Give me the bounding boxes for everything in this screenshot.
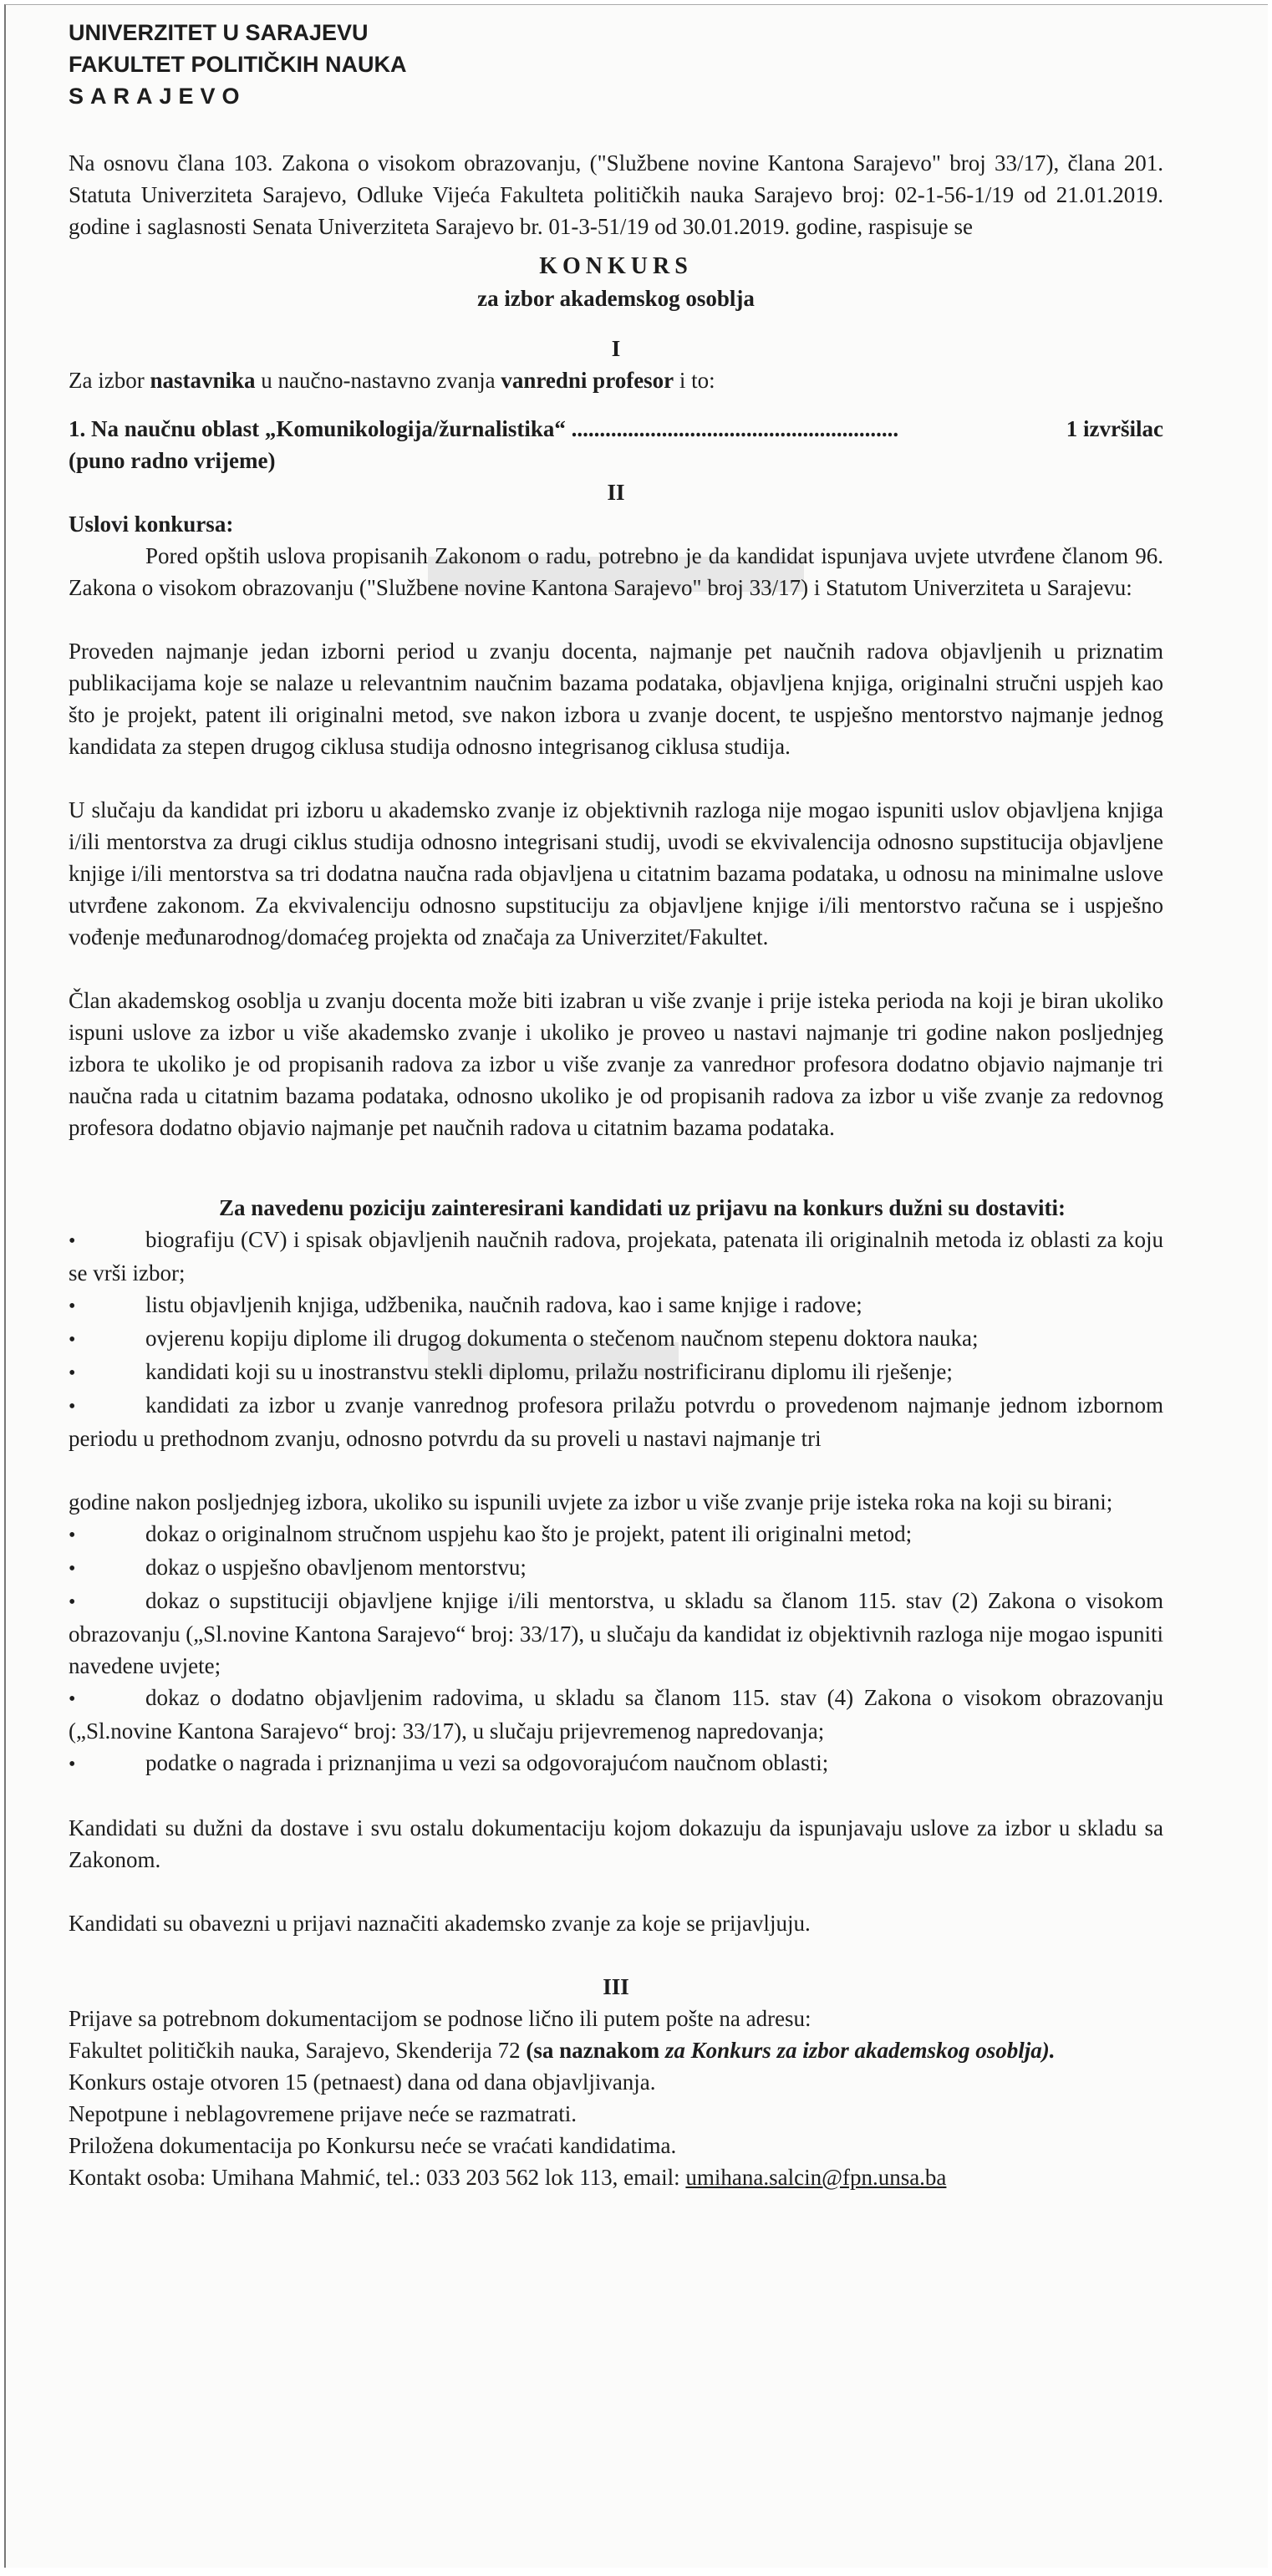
bullet-icon [69,1682,145,1715]
list-item: •listu objavljenih knjiga, udžbenika, naučnih radova, kao i same knjige i radove; [69,1289,1163,1322]
conditions-paragraph: Pored opštih uslova propisanih Zakonom o radu, potrebno je da kandidat ispunjava uvjete utvrđene članom 96. Zakona o visokom obrazovanju ("Službene novine Kantona Sarajevo" broj 33/17) i Statutom Univerziteta u Sarajevu: [69,543,1163,600]
document-page [4,4,1268,2568]
institution-header [69,17,406,112]
documents-list-b [69,1518,1163,1780]
bullet-icon [69,1551,145,1585]
section1-lead: Za izbor nastavnika u naučno-nastavno zvanja vanredni profesor i to: [69,368,715,393]
list-continuation: godine nakon posljednjeg izbora, ukoliko su ispunili uvjete za izbor u više zvanje prije isteka roka na koji su birani; [69,1489,1113,1515]
position-count: 1 izvršilac [1066,416,1163,441]
bullet-icon [69,1389,145,1423]
bullet-icon [69,1747,145,1780]
conditions-heading: Uslovi konkursa: [69,512,234,537]
bullet-icon [69,1289,145,1322]
section-numeral-1: I [611,336,621,361]
document-subtitle: za izbor akademskog osoblja [477,286,755,311]
bullet-icon [69,1356,145,1389]
section-numeral-3: III [603,1974,629,1999]
intro-paragraph: Na osnovu člana 103. Zakona o visokom obrazovanju, ("Službene novine Kantona Sarajevo" broj 33/17), člana 201. Statuta Univerziteta Sarajevo, Odluke Vijeća Fakulteta političkih nauka Sarajevo broj: 02-1-56-1/19 od 21.01.2019. godine i saglasnosti Senata Univerziteta Sarajevo br. 01-3-51/19 od 30.01.2019. godine, raspisuje se [69,150,1163,239]
list-item: •kandidati za izbor u zvanje vanrednog profesora prilažu potvrdu o provedenom najmanje jednom izbornom periodu u prethodnom zvanju, odnosno potvrdu da su proveli u nastavi najmanje tri [69,1389,1163,1454]
equivalence-paragraph: U slučaju da kandidat pri izboru u akademsko zvanje iz objektivnih razloga nije mogao ispuniti uslov objavljena knjiga i/ili mentorstva za drugi ciklus studija odnosno integrisani studij, uvodi se ekvivalencija odnosno supstitucija objavljene knjige i/ili mentorstva sa tri dodatna naučna rada objavljena u citatnim bazama podataka, u odnosu na minimalne uslove utvrđene zakonom. Za ekvivalenciju odnosno supstituciju za objavljene knjige i/ili mentorstvo računa se i uspješno vođenje međunarodnog/domaćeg projekta od značaja za Univerzitet/Fakultet. [69,797,1163,949]
list-item: •biografiju (CV) i spisak objavljenih naučnih radova, projekata, patenata ili originalnih metoda iz oblasti za koju se vrši izbor; [69,1224,1163,1289]
early-promotion-paragraph: Član akademskog osoblja u zvanju docenta može biti izabran u više zvanje i prije isteka perioda na koji je biran ukoliko ispuni uslove za izbor u više akademsko zvanje i ukoliko je proveo u nastavi najmanje tri godine nakon posljednjeg izbora te ukoliko je od propisanih radova za izbor u više zvanje za vanredног profesora dodatno objavio najmanje tri naučna rada u citatnim bazama podataka, odnosno ukoliko je od propisanih radova za izbor u više zvanje za redovnog profesora dodatno objavio najmanje pet naučnih radova u citatnim bazama podataka. [69,988,1163,1140]
position-field: 1. Na naučnu oblast „Komunikologija/žurnalistika“ .......................................................... [69,416,899,441]
document-body [69,147,1163,2193]
section-numeral-2: II [607,480,625,505]
document-title: KONKURS [539,253,693,279]
bullet-icon [69,1585,145,1618]
position-item [69,413,1163,445]
list-item: •dokaz o originalnom stručnom uspjehu kao što je projekt, patent ili originalni metod; [69,1518,1163,1551]
academic-title-note: Kandidati su obavezni u prijavi naznačiti akademsko zvanje za koje se prijavljuju. [69,1911,811,1936]
list-item: •podatke o nagrada i priznanjima u vezi sa odgovorajućom naučnom oblasti; [69,1747,1163,1780]
city-name: SARAJEVO [69,84,247,109]
incomplete-applications-note: Nepotpune i neblagovremene prijave neće se razmatrati. [69,2101,577,2126]
list-item: •dokaz o uspješno obavljenom mentorstvu; [69,1551,1163,1585]
list-item: •kandidati koji su u inostranstvu stekli diplomu, prilažu nostrificiranu diplomu ili rješenje; [69,1356,1163,1389]
documents-heading: Za navedenu poziciju zainteresirani kandidati uz prijavu na konkurs dužni su dostaviti: [219,1195,1066,1220]
faculty-name: FAKULTET POLITIČKIH NAUKA [69,52,407,77]
list-item: •dokaz o dodatno objavljenim radovima, u skladu sa članom 115. stav (4) Zakona o visokom obrazovanju („Sl.novine Kantona Sarajevo“ broj: 33/17), u slučaju prijevremenog napredovanja; [69,1682,1163,1747]
list-item: •dokaz o supstituciji objavljene knjige i/ili mentorstva, u skladu sa članom 115. stav (2) Zakona o visokom obrazovanju („Sl.novine Kantona Sarajevo“ broj: 33/17), u slučaju da kandidat iz objektivnih razloga nije mogao ispuniti navedene uvjete; [69,1585,1163,1682]
documents-list-a [69,1224,1163,1454]
bullet-icon [69,1224,145,1257]
contact-info: Kontakt osoba: Umihana Mahmić, tel.: 033 203 562 lok 113, email: umihana.salcin@fpn.unsa.ba [69,2165,947,2190]
requirements-paragraph: Proveden najmanje jedan izborni period u zvanju docenta, najmanje pet naučnih radova objavljenih u priznatim publikacijama koje se nalaze u relevantnim naučnim bazama podataka, objavljena knjiga, originalni stručni uspjeh kao što je projekt, patent ili originalni metod, sve nakon izbora u zvanje docent, te uspješno mentorstvo najmanje jednog kandidata za stepen drugog ciklusa studija odnosno integrisanog ciklusa studija. [69,639,1163,759]
position-note: (puno radno vrijeme) [69,448,276,473]
contact-email-link[interactable]: umihana.salcin@fpn.unsa.ba [685,2165,947,2190]
submission-info: Prijave sa potrebnom dokumentacijom se podnose lično ili putem pošte na adresu: [69,2006,812,2031]
documents-return-note: Priložena dokumentacija po Konkursu neće se vraćati kandidatima. [69,2133,677,2158]
bullet-icon [69,1518,145,1551]
deadline-info: Konkurs ostaje otvoren 15 (petnaest) dana od dana objavljivanja. [69,2069,656,2095]
university-name: UNIVERZITET U SARAJEVU [69,20,369,45]
submission-address: Fakultet političkih nauka, Sarajevo, Skenderija 72 (sa naznakom za Konkurs za izbor akademskog osoblja). [69,2038,1056,2063]
bullet-icon [69,1322,145,1356]
closing-paragraph: Kandidati su dužni da dostave i svu ostalu dokumentaciju kojom dokazuju da ispunjavaju uslove za izbor u skladu sa Zakonom. [69,1815,1163,1872]
list-item: •ovjerenu kopiju diplome ili drugog dokumenta o stečenom naučnom stepenu doktora nauka; [69,1322,1163,1356]
